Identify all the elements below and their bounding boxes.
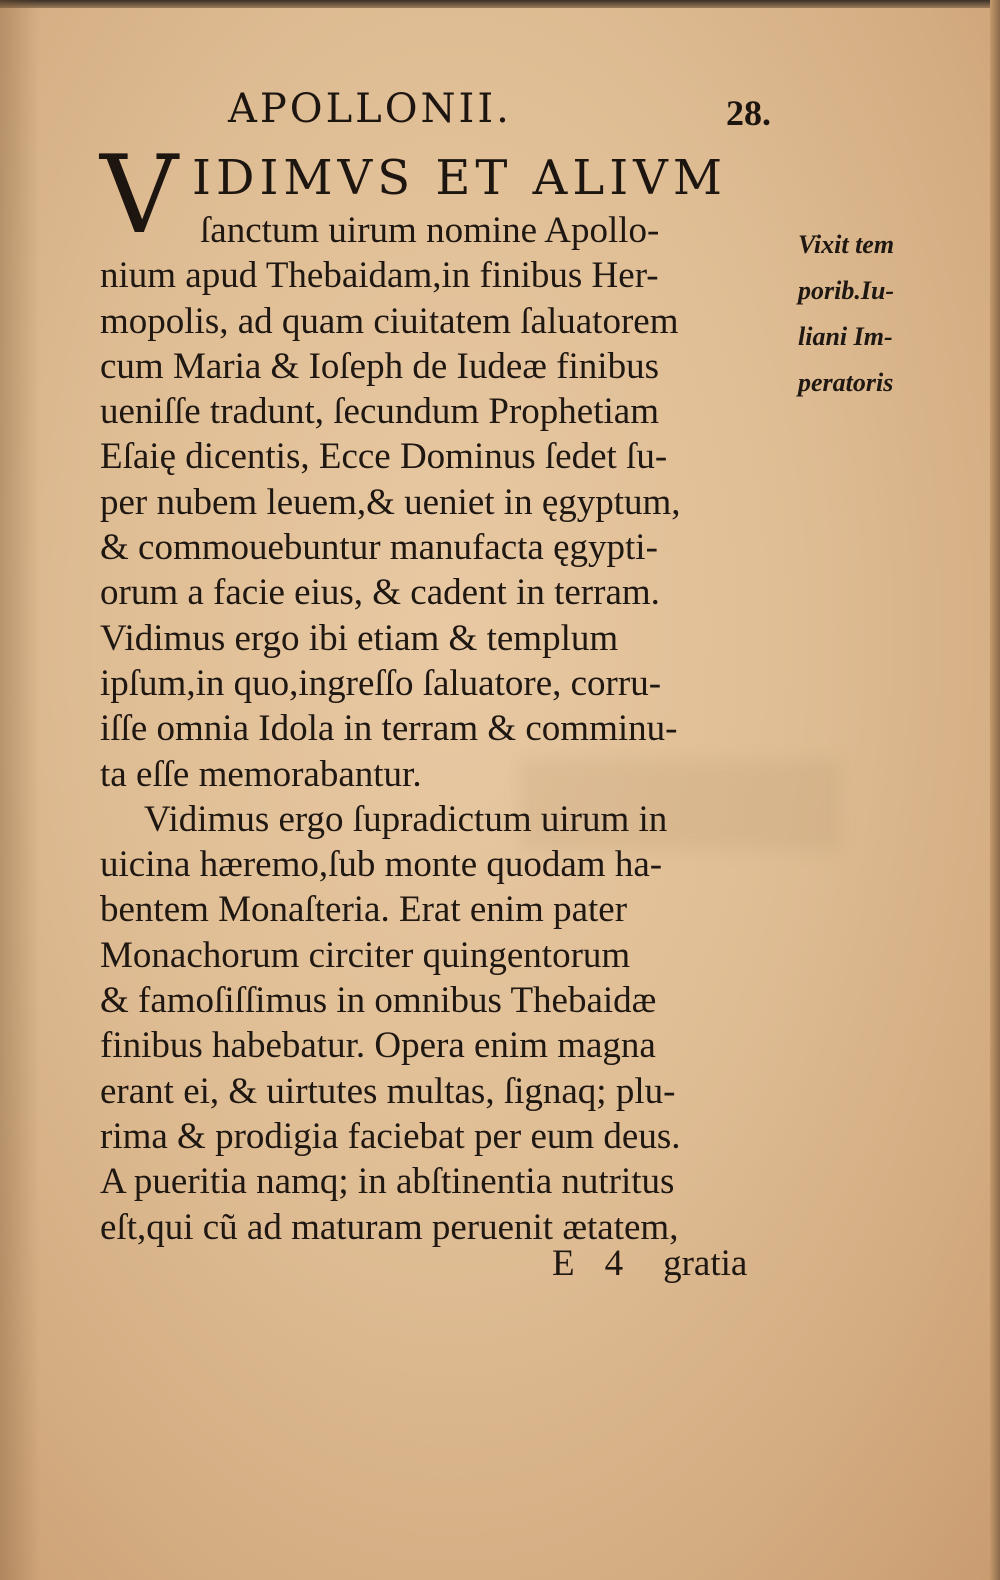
text-line: eſt,qui cũ ad maturam peruenit ætatem, <box>100 1206 679 1248</box>
text-line: ueniſſe tradunt, ſecundum Prophetiam <box>100 391 659 433</box>
chapter-heading: IDIMVS ET ALIVM <box>192 150 727 206</box>
text-line: Eſaię dicentis, Ecce Dominus ſedet ſu- <box>100 436 668 478</box>
text-line: & commouebuntur manufacta ęgypti- <box>100 527 658 569</box>
margin-note-line: peratoris <box>798 368 894 397</box>
text-line: cum Maria & Ioſeph de Iudeæ finibus <box>100 345 659 387</box>
folio-number: 28. <box>726 93 771 133</box>
margin-note-line: Vixit tem <box>798 230 895 259</box>
text-line: rima & prodigia faciebat per eum deus. <box>100 1115 681 1157</box>
page-top-edge <box>0 0 1000 8</box>
text-line: bentem Monaſteria. Erat enim pater <box>100 889 628 931</box>
gutter-shadow <box>0 0 40 1580</box>
text-line: Monachorum circiter quingentorum <box>100 934 631 976</box>
text-line: per nubem leuem,& ueniet in ęgyptum, <box>100 481 681 523</box>
margin-note <box>798 222 894 406</box>
signature-mark: E <box>552 1243 575 1284</box>
text-line: orum a facie eius, & cadent in terram. <box>100 572 660 614</box>
text-line: Vidimus ergo ſupradictum uirum in <box>144 798 668 840</box>
text-line: nium apud Thebaidam,in finibus Her- <box>100 255 659 297</box>
text-line: uicina hæremo,ſub monte quodam ha- <box>100 844 663 886</box>
text-line: A pueritia namq; in abſtinentia nutritus <box>100 1161 675 1203</box>
margin-note-line: liani Im- <box>798 322 893 351</box>
text-line: erant ei, & uirtutes multas, ſignaq; plu- <box>100 1070 676 1112</box>
catchword-line <box>552 1242 747 1285</box>
text-line: finibus habebatur. Opera enim magna <box>100 1025 656 1067</box>
body-text <box>100 208 800 1250</box>
catchword: gratia <box>663 1243 748 1284</box>
drop-capital: V <box>100 133 178 258</box>
page-right-edge <box>990 0 1000 1580</box>
text-line: iſſe omnia Idola in terram & comminu- <box>100 708 678 750</box>
margin-note-line: porib.Iu- <box>798 276 895 305</box>
text-line: Vidimus ergo ibi etiam & templum <box>100 617 619 659</box>
text-line: & famoſiſſimus in omnibus Thebaidæ <box>100 980 657 1022</box>
running-title: APOLLONII. <box>228 86 512 132</box>
text-line: ipſum,in quo,ingreſſo ſaluatore, corru- <box>100 662 662 704</box>
signature-number: 4 <box>604 1243 624 1284</box>
text-line: ta eſſe memorabantur. <box>100 753 422 795</box>
text-line: mopolis, ad quam ciuitatem ſaluatorem <box>100 300 679 342</box>
text-line: ſanctum uirum nomine Apollo- <box>200 210 660 251</box>
